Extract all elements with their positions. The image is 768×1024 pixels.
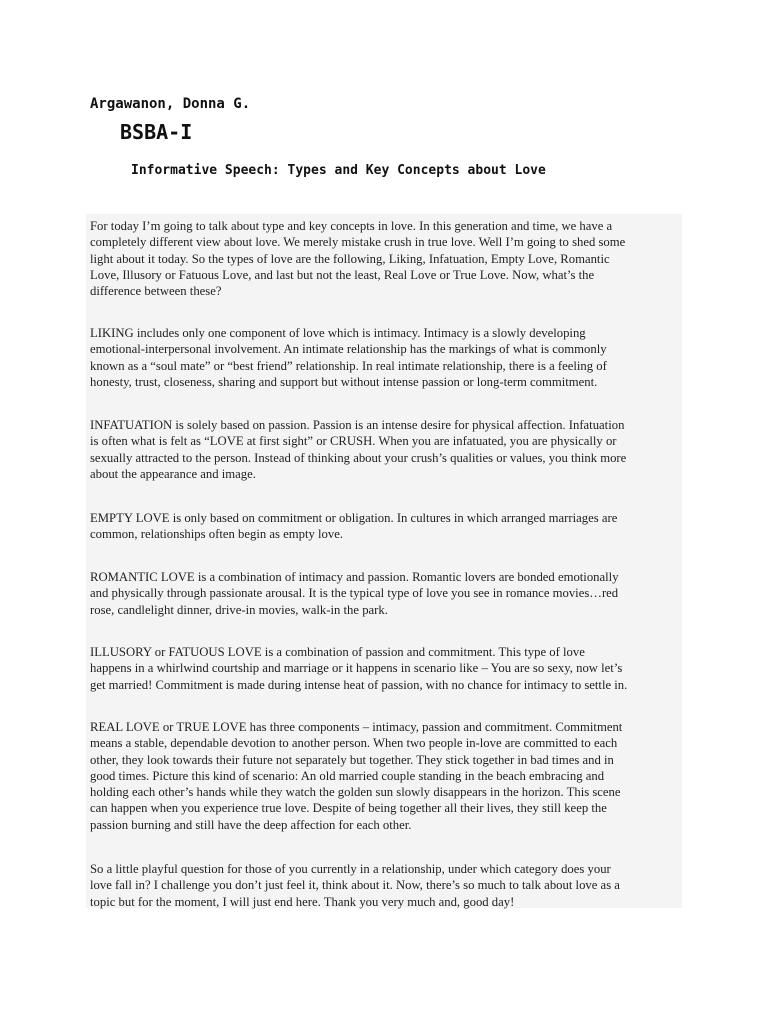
text-line: about the appearance and image. <box>90 466 256 481</box>
text-line: INFATUATION is solely based on passion. Passion is an intense desire for physical affection. Infatuation <box>90 418 625 432</box>
course-label: BSBA-I <box>120 120 193 144</box>
text-line: known as a “soul mate” or “best friend” relationship. In real intimate relationship, there is a feeling of <box>90 358 607 373</box>
text-line: EMPTY LOVE is only based on commitment or obligation. In cultures in which arranged marriages are <box>90 511 618 525</box>
text-line: can happen when you experience true love. Despite of being together all their lives, they still keep the <box>90 801 607 816</box>
paragraph-true-love <box>90 719 682 833</box>
text-line: completely different view about love. We merely mistake crush in true love. Well I’m going to shed some <box>90 235 626 250</box>
text-line: common, relationships often begin as empty love. <box>90 527 343 542</box>
text-line: love fall in? I challenge you don’t just feel it, think about it. Now, there’s so much to talk about love as a <box>90 878 620 893</box>
paragraph-introduction <box>90 218 682 299</box>
text-line: passion burning and still have the deep affection for each other. <box>90 817 412 832</box>
text-line: happens in a whirlwind courtship and marriage or it happens in scenario like – You are so sexy, now let’s <box>90 661 623 676</box>
text-line: holding each other’s hands while they watch the golden sun slowly disappears in the horizon. This scene <box>90 785 621 800</box>
text-line: means a stable, dependable devotion to another person. When two people in-love are committed to each <box>90 736 618 751</box>
paragraph-conclusion <box>90 861 682 910</box>
paragraph-liking <box>90 325 682 390</box>
text-line: ILLUSORY or FATUOUS LOVE is a combination of passion and commitment. This type of love <box>90 645 585 659</box>
text-line: LIKING includes only one component of love which is intimacy. Intimacy is a slowly developing <box>90 326 586 340</box>
paragraph-illusory-love <box>90 644 682 693</box>
text-line: Love, Illusory or Fatuous Love, and last but not the least, Real Love or True Love. Now, what’s the <box>90 267 595 282</box>
text-line: get married! Commitment is made during intense heat of passion, with no chance for intimacy to settle in. <box>90 677 628 692</box>
text-line: is often what is felt as “LOVE at first sight” or CRUSH. When you are infatuated, you are physically or <box>90 434 617 449</box>
author-name: Argawanon, Donna G. <box>90 96 251 112</box>
paragraph-romantic-love <box>90 569 682 618</box>
text-line: honesty, trust, closeness, sharing and support but without intense passion or long-term commitment. <box>90 374 598 389</box>
text-line: good times. Picture this kind of scenario: An old married couple standing in the beach embracing and <box>90 768 605 783</box>
text-line: topic but for the moment, I will just end here. Thank you very much and, good day! <box>90 894 515 909</box>
text-line: rose, candlelight dinner, drive-in movies, walk-in the park. <box>90 602 388 617</box>
document-title: Informative Speech: Types and Key Concepts about Love <box>131 163 546 178</box>
text-line: other, they look towards their future not separately but together. They stick together in bad times and in <box>90 752 614 767</box>
text-line: light about it today. So the types of love are the following, Liking, Infatuation, Empty Love, Romantic <box>90 251 610 266</box>
text-line: For today I’m going to talk about type and key concepts in love. In this generation and time, we have a <box>90 219 613 233</box>
text-line: and physically through passionate arousal. It is the typical type of love you see in romance movies…red <box>90 586 619 601</box>
text-line: So a little playful question for those of you currently in a relationship, under which category does your <box>90 862 611 876</box>
paragraph-infatuation <box>90 417 682 482</box>
text-line: emotional-interpersonal involvement. An intimate relationship has the markings of what is commonly <box>90 342 607 357</box>
text-line: sexually attracted to the person. Instead of thinking about your crush’s qualities or values, you think more <box>90 450 627 465</box>
text-line: REAL LOVE or TRUE LOVE has three components – intimacy, passion and commitment. Commitment <box>90 720 623 734</box>
text-line: ROMANTIC LOVE is a combination of intimacy and passion. Romantic lovers are bonded emotionally <box>90 570 619 584</box>
text-line: difference between these? <box>90 284 222 299</box>
paragraph-empty-love <box>90 510 682 543</box>
